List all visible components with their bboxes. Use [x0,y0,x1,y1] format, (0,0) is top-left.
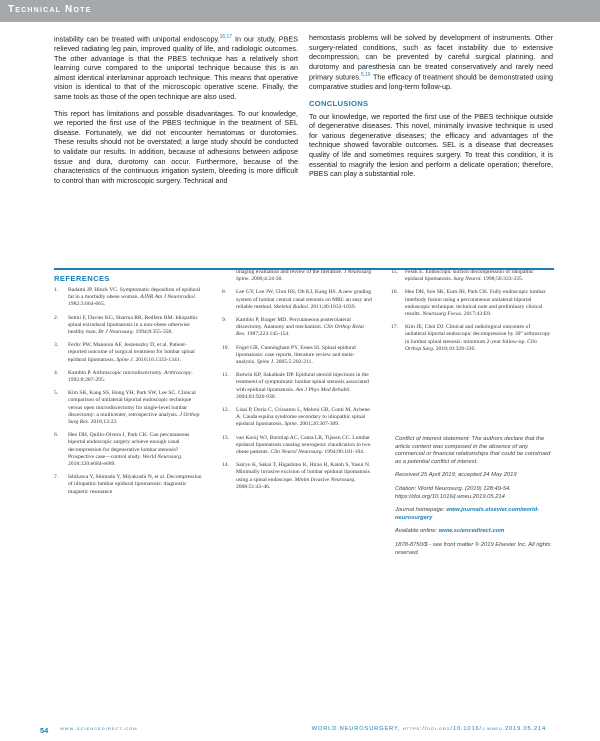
article-info-box [395,436,557,563]
reference-item [222,345,372,367]
reference-text [236,317,372,339]
reference-item [222,317,372,339]
reference-volume: . 1994;96:181-184. [321,449,365,456]
reference-volume: . 2018;120:e684-e689. [68,453,183,468]
copyright-notice: 1878-8750/$ - see front matter © 2019 Elsevier Inc. All rights reserved. [395,541,551,556]
reference-item [222,372,372,401]
reference-item [391,289,551,318]
reference-item [54,315,204,337]
reference-item [222,435,372,457]
reference-journal: Clin Neurol Neurosurg [270,449,322,456]
reference-text [68,315,204,337]
left-p1-text: instability can be treated with uniportal endoscopy. [54,34,220,44]
reference-journal: Am J Phys Med Rehabil [295,386,350,393]
doi-link[interactable]: https://doi.org/10.1016/j.wneu.2019.05.214 [395,493,505,500]
reference-authors-title: Lee GY, Lee JW, Choi HS, Oh KJ, Kang HS. A new grading system of lumbar central canal stenosis on MRI: an easy and reliable method. [236,289,372,310]
references-column-3 [391,269,551,359]
reference-number: 7. [54,474,59,481]
reference-number: 8. [222,289,227,296]
conflict-statement: Conflict of interest statement: The authors declare that the article content was composed in the absence of any commercial or financial relationships that could be construed as a potential conflict of interest. [395,436,551,465]
citation-sup[interactable]: 5,16 [360,72,371,79]
citation-text: Citation: World Neurosurg. (2019) 128:49-54. [395,485,511,492]
right-p1b-text: The efficacy of treatment should be demonstrated using comparative studies and long-term follow-up. [309,72,553,92]
reference-volume: . 2001;26:307-309. [296,421,340,428]
reference-authors-title: Botwin KP, Sakalkale DP. Epidural steroid injections in the treatment of symptomatic lumbar spinal stenosis associated with epidural lipomatosis. [236,372,369,393]
reference-text [68,287,204,309]
reference-number: 15. [391,269,398,275]
reference-journal: Clin Orthop Surg [405,338,537,352]
reference-volume: . 2018;10:328-336. [432,345,476,352]
reference-item [222,289,372,311]
reference-text [236,462,372,491]
homepage-label: Journal homepage: [395,507,447,514]
reference-authors-title: Kim JE, Choi DJ. Clinical and radiological outcomes of unilateral biportal endoscopic decompression by 30° arthroscopy in lumbar spinal stenosis: minimum 2-year follow-up. [405,324,551,345]
reference-authors-title: Fogel GR, Cunningham PY, Esses SI. Spinal epidural lipomatosis: case reports, literature review and meta-analysis. [236,344,356,366]
reference-journal: Clin Orthop Relat Res [236,324,364,338]
reference-journal: Br J Neurosurg [98,329,133,336]
reference-number: 3. [54,342,59,349]
reference-text [405,269,551,283]
reference-authors-title: Selmi F, Davies KG, Sharma RR, Redfern RM. Idiopathic spinal extradural lipomatosis in a non-obese otherwise healthy man. [68,314,199,336]
reference-authors-title: Fessk E. Endoscopic suction decompression of idiopathic epidural lipomatosis. [405,269,534,283]
reference-item [391,324,551,353]
reference-text [236,407,372,429]
reference-journal: Arthroscopy [163,369,192,376]
reference-authors-title: Badami JP, Hinck VC. Symptomatic deposition of epidural fat in a morbidly obese woman. [68,287,201,301]
reference-volume: . 2017;43:E8. [461,311,492,318]
section-label: Technical Note [8,4,92,15]
reference-authors-title: Sairyo K, Sakai T, Higashino K, Hirao R, Katoh S, Yasui N. Minimally invasive excision of lumbar epidural lipomatosis using a spinal endoscope. [236,462,371,483]
reference-text [405,324,551,353]
reference-item [54,390,204,426]
reference-volume: . 1994;8:355-358. [132,329,173,336]
reference-volume: . 2004;83:926-930. [236,386,351,400]
reference-item [54,474,204,496]
reference-text [68,342,204,364]
homepage-link[interactable]: www.journals.elsevier.com/world-neurosurgery [395,507,540,521]
reference-number: 5. [54,390,59,397]
reference-text [68,390,204,426]
right-paragraph-1 [309,33,553,92]
header-bar [0,0,600,22]
left-paragraph-2: This report has limitations and possible disadvantages. To our knowledge, we reported the first use of the PBES technique in the treatment of SEL disease. Fortunately, we did not encounter hematomas or durotomies. These results should not be overstated; a large study should be conducted to validate our results. In addition, because of adhesions between adipose tissue and dura, durotomy can occur. Furthermore, because of the characteristics of the continuous irrigation system, bleeding is more difficult to control than with microscopic surgery. Technical and [54,108,298,185]
reference-journal: AJNR Am J Neuroradiol [140,294,195,301]
reference-volume: . 2018;13:22. [87,419,118,426]
reference-volume: . 1998;50:333-335. [480,276,524,283]
right-body-column [309,33,553,186]
reference-number: 12. [222,407,229,414]
reference-text [68,474,204,496]
reference-volume: . 1992;8:287-295. [68,369,193,384]
reference-authors-title: Heo DH, Quillo-Olvera J, Park CK. Can percutaneous biportal endoscopic surgery achieve enough canal decompression for degenerative lumbar stenosis? Prospective case—control study. [68,432,190,460]
reference-authors-title: Heo DH, Son SK, Eum JH, Park CK. Fully endoscopic lumbar interbody fusion using a percutaneous unilateral biportal endoscopic technique: technical note and preliminary clinical results. [405,289,546,318]
reference-number: 6. [54,432,59,439]
footer-journal[interactable]: WORLD NEUROSURGERY, https://doi.org/10.1016/j.wneu.2019.05.214 [311,726,546,732]
reference-item [222,269,372,283]
available-online [395,528,557,536]
reference-number: 4. [54,369,59,376]
sciencedirect-link[interactable]: www.sciencedirect.com [438,528,505,535]
references-heading: REFERENCES [54,274,110,283]
reference-journal: World Neurosurg [142,453,181,460]
reference-number: 14. [222,462,229,469]
reference-volume: . 2011;40:1033-1039. [307,303,356,310]
footer-site-link[interactable]: www.sciencedirect.com [60,726,138,732]
reference-volume: . 1982;3:664-665. [68,294,197,308]
reference-journal: Spine J [256,359,274,366]
reference-authors-title: Kim SK, Kang SS, Hong YH, Park SW, Lee SC. Clinical comparison of unilateral biportal endoscopic technique versus open microdiscectomy for single-level lumbar discectomy: a multicenter, retrospective analysis. [68,390,196,418]
reference-number: 17. [391,324,398,331]
reference-item [391,269,551,283]
reference-number: 2. [54,314,59,321]
reference-text [405,289,551,318]
references-column-1 [54,287,204,502]
received-dates: Received 25 April 2019; accepted 24 May 2019 [395,472,517,479]
reference-number [222,269,236,283]
reference-authors-title: Lisai P, Doria C, Crissantu L, Meloni GB, Conti M, Achene A. Cauda equina syndrome secondary to idiopathic spinal epidural lipomatosis. [236,407,370,428]
reference-text [68,432,204,468]
reference-item [222,462,372,491]
reference-item [54,432,204,468]
reference-number: 1. [54,287,59,293]
reference-text [236,372,372,401]
reference-volume: . 2008;51:43-46. [236,476,356,490]
reference-number: 10. [222,344,229,351]
reference-number: 11. [222,372,229,379]
reference-text [236,435,372,457]
reference-item [222,407,372,429]
page-footer [0,726,600,741]
reference-volume: . 2006;4:24-30. [248,276,283,283]
citation-block [395,486,557,501]
reference-journal: Surg Neurol [453,276,481,283]
reference-text [68,370,204,384]
references-column-2 [222,269,372,497]
reference-text [236,289,372,311]
reference-authors-title: Ishikawa Y, Shimada Y, Miyakoshi N, et al. Decompression of idiopathic lumbar epidural lipomatosis: diagnostic magnetic resonance [68,474,202,495]
right-paragraph-2: To our knowledge, we reported the first use of the PBES technique outside of degenerative diseases. This novel, minimally invasive technique is used for various degenerative diseases; the efficacy and advantages of the technique showed favorable outcomes. SEL is a disease that decreases quality of life and sometimes requires surgery. To treat this condition, it is essential to magnify the lesion and perform a delicate operation; therefore, PBES can play a substantial role. [309,111,553,179]
reference-journal: Neurosurg Focus [422,311,461,318]
reference-number: 13. [222,434,229,441]
reference-item [54,370,204,384]
reference-item [54,287,204,309]
reference-authors-title: van Kooij WJ, Borstlap AC, Canta LR, Tijssen CC. Lumbar epidural lipomatosis causing neurogenic claudication in two obese patients. [236,434,371,456]
reference-authors-title: Ferlic PW, Mannion AF, Jeszenszky D, et al. Patient-reported outcome of surgical treatment for lumbar spinal epidural lipomatosis. [68,342,195,363]
reference-text [236,269,372,283]
reference-authors-title: imaging evaluation and review of the literature. [236,269,344,275]
reference-journal: Minim Invasive Neurosurg [294,476,355,483]
reference-authors-title: Kambin P. Arthroscopic microdiscectomy. [68,369,164,376]
left-paragraph-1 [54,33,298,102]
reference-volume: . 1987;223:145-154. [244,331,290,338]
reference-journal: Spine J [116,356,133,363]
right-p1-text: hemostasis problems will be solved by development of instruments. Other surgery-related conditions, such as facet instability due to extensive decompression, can be prevented by careful surgical planning, and durotomy and paresthesia can be treated conservatively and rarely need primary sutures. [309,33,553,82]
reference-journal: J Neurosurg Spine [236,269,372,283]
reference-journal: Spine [284,421,297,428]
reference-volume: . 2016;16:1333-1341. [132,356,181,363]
reference-authors-title: Kambin P, Brager MD. Percutaneous posterolateral discectomy. Anatomy and mechanism. [236,317,351,331]
reference-item [54,342,204,364]
citation-sup[interactable]: 16,17 [219,34,233,40]
reference-number: 16. [391,289,398,296]
reference-journal: Skeletal Radiol [273,303,308,310]
page-number: 54 [40,726,49,735]
left-p1b-text: In our study, PBES relieved radiating leg pain, improved quality of life, and radiologic outcomes. The other advantage is that the PBES technique has a relatively short learning curve compared to the uniportal technique because this is an almost identical interlaminar approach technique. This means that operative vision is identical to that of the microscopic operative scene. Finally, the same tools as those of the open technique are also used. [54,34,298,101]
conclusions-heading: CONCLUSIONS [309,98,369,108]
online-label: Available online: [395,528,439,535]
reference-volume: . 2005;5:202-211. [273,359,313,366]
left-body-column [54,33,298,192]
reference-text [236,345,372,367]
reference-journal: J Orthop Surg Res [68,411,200,426]
journal-homepage [395,507,557,522]
reference-number: 9. [222,317,227,324]
